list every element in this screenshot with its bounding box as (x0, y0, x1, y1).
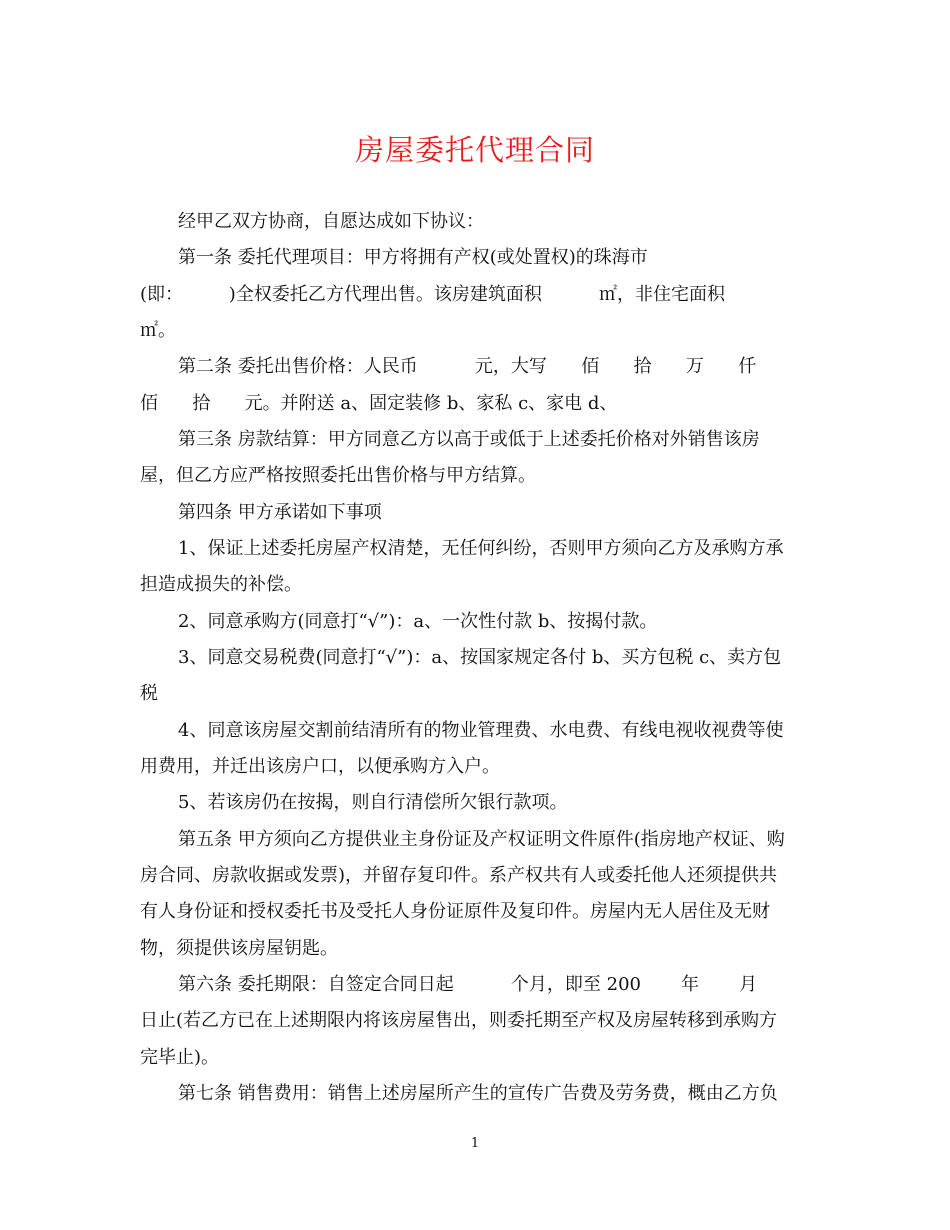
paragraph-line: 5、若该房仍在按揭，则自行清偿所欠银行款项。 (178, 792, 568, 813)
paragraph-line: 完毕止)。 (140, 1047, 220, 1068)
paragraph-line: 日止(若乙方已在上述期限内将该房屋售出，则委托期至产权及房屋转移到承购方 (140, 1010, 778, 1031)
paragraph-line: 第五条 甲方须向乙方提供业主身份证及产权证明文件原件(指房地产权证、购 (178, 829, 785, 850)
page-number: 1 (470, 1136, 480, 1151)
paragraph-line: 2、同意承购方(同意打“√”)：a、一次性付款 b、按揭付款。 (178, 611, 658, 632)
paragraph-line: 物，须提供该房屋钥匙。 (140, 938, 338, 959)
paragraph-line: 第四条 甲方承诺如下事项 (178, 502, 382, 523)
paragraph-line: ㎡。 (140, 320, 176, 341)
page-title: 房屋委托代理合同 (354, 133, 595, 167)
paragraph-line: 第三条 房款结算：甲方同意乙方以高于或低于上述委托价格对外销售该房 (178, 429, 760, 450)
paragraph-line: 担造成损失的补偿。 (140, 574, 302, 595)
paragraph-line: 第二条 委托出售价格：人民币 元，大写 佰 拾 万 仟 (178, 356, 757, 377)
paragraph-line: 税 (140, 683, 158, 704)
paragraph-line: 屋，但乙方应严格按照委托出售价格与甲方结算。 (140, 465, 536, 486)
paragraph-line: 有人身份证和授权委托书及受托人身份证原件及复印件。房屋内无人居住及无财 (140, 901, 770, 922)
paragraph-line: 1、保证上述委托房屋产权清楚，无任何纠纷，否则甲方须向乙方及承购方承 (178, 538, 784, 559)
paragraph-line: 用费用，并迁出该房户口，以便承购方入户。 (140, 756, 500, 777)
paragraph-line: 第七条 销售费用：销售上述房屋所产生的宣传广告费及劳务费，概由乙方负 (178, 1083, 778, 1104)
paragraph-line: 第一条 委托代理项目：甲方将拥有产权(或处置权)的珠海市 (178, 247, 648, 268)
paragraph-line: (即： )全权委托乙方代理出售。该房建筑面积 ㎡，非住宅面积 (140, 284, 726, 305)
paragraph-line: 经甲乙双方协商，自愿达成如下协议： (178, 211, 484, 232)
paragraph-line: 第六条 委托期限：自签定合同日起 个月，即至 200 年 月 (178, 974, 758, 995)
paragraph-line: 4、同意该房屋交割前结清所有的物业管理费、水电费、有线电视收视费等使 (178, 720, 784, 741)
paragraph-line: 佰 拾 元。并附送 a、固定装修 b、家私 c、家电 d、 (140, 393, 618, 414)
paragraph-line: 房合同、房款收据或发票)，并留存复印件。系产权共有人或委托他人还须提供共 (140, 865, 778, 886)
paragraph-line: 3、同意交易税费(同意打“√”)：a、按国家规定各付 b、买方包税 c、卖方包 (178, 647, 782, 668)
